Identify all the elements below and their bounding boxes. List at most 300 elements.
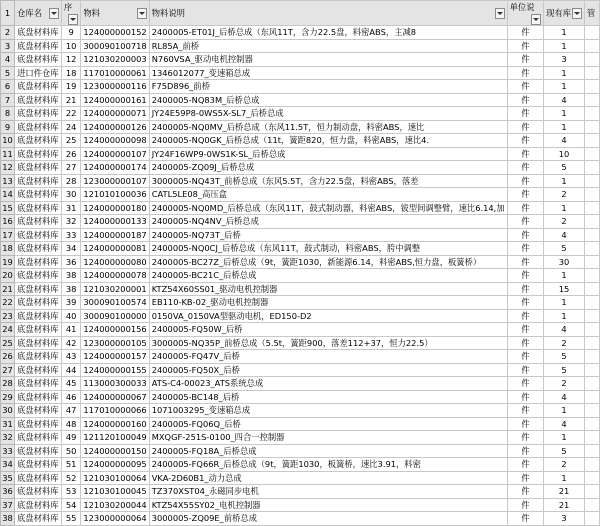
cell-code[interactable]: 124000000133 <box>81 215 149 229</box>
cell-code[interactable]: 121030100064 <box>81 471 149 485</box>
cell-desc[interactable]: 2400005-FQ50X_后桥 <box>149 363 507 377</box>
row-number: 33 <box>2 445 13 456</box>
row-number: 32 <box>2 432 13 443</box>
table-row <box>1 350 600 364</box>
table-row <box>1 323 600 337</box>
cell-warehouse[interactable]: 底盘材料库 <box>15 269 62 283</box>
cell-code[interactable]: 300090100718 <box>81 39 149 53</box>
cell-warehouse[interactable]: 底盘材料库 <box>15 228 62 242</box>
cell-qty[interactable]: 4 <box>544 93 585 107</box>
table-row <box>1 120 600 134</box>
cell-unit[interactable]: 件 <box>507 309 544 323</box>
cell-qty[interactable]: 30 <box>544 255 585 269</box>
cell-seq[interactable]: 48 <box>61 417 81 431</box>
cell-seq[interactable]: 26 <box>61 147 81 161</box>
cell-desc[interactable]: 2400005-ET01J_后桥总成（东风11T，含力22.5盘，料密ABS，主减8 <box>149 26 507 40</box>
cell-unit[interactable]: 件 <box>507 80 544 94</box>
cell-seq[interactable]: 19 <box>61 80 81 94</box>
cell-warehouse[interactable]: 进口件仓库 <box>15 66 62 80</box>
cell-desc[interactable]: 2400005-NQ73T_后桥 <box>149 228 507 242</box>
cell-warehouse[interactable]: 底盘材料库 <box>15 161 62 175</box>
cell-qty[interactable]: 5 <box>544 363 585 377</box>
table-row <box>1 336 600 350</box>
cell-warehouse[interactable]: 底盘材料库 <box>15 107 62 121</box>
row-number: 18 <box>2 243 13 254</box>
cell-desc[interactable]: VKA-2D60B1_动力总成 <box>149 471 507 485</box>
cell-unit[interactable]: 件 <box>507 255 544 269</box>
cell-seq[interactable]: 28 <box>61 174 81 188</box>
cell-unit[interactable]: 件 <box>507 485 544 499</box>
cell-desc[interactable]: EB110-KB-02_驱动电机控制器 <box>149 296 507 310</box>
cell-code[interactable]: 121030200003 <box>81 53 149 67</box>
cell-unit[interactable]: 件 <box>507 350 544 364</box>
table-body <box>1 26 600 526</box>
cell-seq[interactable]: 41 <box>61 323 81 337</box>
cell-seq[interactable]: 49 <box>61 431 81 445</box>
cell-desc[interactable]: 2400005-FQ06Q_后桥 <box>149 417 507 431</box>
cell-desc[interactable]: F75D896_前桥 <box>149 80 507 94</box>
cell-qty[interactable]: 21 <box>544 498 585 512</box>
cell-warehouse[interactable]: 底盘材料库 <box>15 80 62 94</box>
cell-desc[interactable]: 2400005-NQ0CJ_后桥总成（东风11T，鼓式制动，料密ABS，胯中调整 <box>149 242 507 256</box>
cell-unit[interactable]: 件 <box>507 363 544 377</box>
table-row <box>1 296 600 310</box>
cell-unit[interactable]: 件 <box>507 53 544 67</box>
row-number: 16 <box>2 216 13 227</box>
cell-code[interactable]: 124000000187 <box>81 228 149 242</box>
cell-warehouse[interactable]: 底盘材料库 <box>15 134 62 148</box>
cell-extra[interactable] <box>584 26 599 40</box>
cell-unit[interactable]: 件 <box>507 444 544 458</box>
cell-qty[interactable]: 5 <box>544 242 585 256</box>
cell-desc[interactable]: 2400005-FQ66R_后桥总成（9t，簧距1030，板簧桥，速比3.91，料密 <box>149 458 507 472</box>
cell-desc[interactable]: 1346012077_变速箱总成 <box>149 66 507 80</box>
cell-code[interactable]: 123000000116 <box>81 80 149 94</box>
cell-warehouse[interactable]: 底盘材料库 <box>15 215 62 229</box>
cell-unit[interactable]: 件 <box>507 269 544 283</box>
cell-qty[interactable]: 2 <box>544 336 585 350</box>
cell-unit[interactable]: 件 <box>507 66 544 80</box>
cell-unit[interactable]: 件 <box>507 147 544 161</box>
cell-extra[interactable] <box>584 39 599 53</box>
cell-seq[interactable]: 9 <box>61 26 81 40</box>
cell-warehouse[interactable]: 底盘材料库 <box>15 188 62 202</box>
cell-extra[interactable] <box>584 228 599 242</box>
cell-qty[interactable]: 1 <box>544 404 585 418</box>
cell-extra[interactable] <box>584 512 599 526</box>
cell-qty[interactable]: 15 <box>544 282 585 296</box>
filter-dropdown-icon[interactable] <box>531 14 541 25</box>
cell-warehouse[interactable]: 底盘材料库 <box>15 201 62 215</box>
cell-unit[interactable]: 件 <box>507 215 544 229</box>
cell-warehouse[interactable]: 底盘材料库 <box>15 363 62 377</box>
cell-seq[interactable]: 18 <box>61 66 81 80</box>
cell-warehouse[interactable]: 底盘材料库 <box>15 120 62 134</box>
cell-unit[interactable]: 件 <box>507 377 544 391</box>
col-extra-header[interactable]: 管 <box>584 1 599 26</box>
cell-desc[interactable]: TZ370XST04_永磁同步电机 <box>149 485 507 499</box>
row-number: 31 <box>2 418 13 429</box>
cell-seq[interactable]: 21 <box>61 93 81 107</box>
cell-code[interactable]: 121030100045 <box>81 485 149 499</box>
cell-code[interactable]: 121010100036 <box>81 188 149 202</box>
cell-desc[interactable]: 0150VA_0150VA型驱动电机，ED150-D2 <box>149 309 507 323</box>
table-row <box>1 255 600 269</box>
cell-warehouse[interactable]: 底盘材料库 <box>15 242 62 256</box>
cell-desc[interactable]: 2400005-NQ0MD_后桥总成（东风11T，鼓式制动器，料密ABS，钹型间调整臂，速比6.14,加 <box>149 201 507 215</box>
cell-qty[interactable]: 1 <box>544 120 585 134</box>
cell-warehouse[interactable]: 底盘材料库 <box>15 498 62 512</box>
cell-extra[interactable] <box>584 404 599 418</box>
cell-unit[interactable]: 件 <box>507 228 544 242</box>
cell-seq[interactable]: 33 <box>61 228 81 242</box>
row-number: 34 <box>2 459 13 470</box>
cell-code[interactable]: 124000000071 <box>81 107 149 121</box>
table-row <box>1 363 600 377</box>
cell-unit[interactable]: 件 <box>507 188 544 202</box>
cell-seq[interactable]: 43 <box>61 350 81 364</box>
filter-dropdown-icon[interactable] <box>68 14 78 25</box>
cell-desc[interactable]: 2400005-FQ47V_后桥 <box>149 350 507 364</box>
cell-desc[interactable]: JY24E59P8-0WS5X-SL7_后桥总成 <box>149 107 507 121</box>
cell-seq[interactable]: 54 <box>61 498 81 512</box>
cell-unit[interactable]: 件 <box>507 431 544 445</box>
col-qty-header[interactable]: 现有库 <box>544 1 585 26</box>
cell-warehouse[interactable]: 底盘材料库 <box>15 417 62 431</box>
cell-warehouse[interactable]: 底盘材料库 <box>15 377 62 391</box>
cell-unit[interactable]: 件 <box>507 93 544 107</box>
col-warehouse-header[interactable]: 仓库名 <box>15 1 62 26</box>
cell-extra[interactable] <box>584 120 599 134</box>
cell-unit[interactable]: 件 <box>507 161 544 175</box>
cell-desc[interactable]: 2400005-FQ50W_后桥 <box>149 323 507 337</box>
cell-seq[interactable]: 38 <box>61 282 81 296</box>
cell-code[interactable]: 124000000078 <box>81 269 149 283</box>
cell-qty[interactable]: 4 <box>544 228 585 242</box>
cell-extra[interactable] <box>584 458 599 472</box>
cell-qty[interactable]: 21 <box>544 485 585 499</box>
cell-unit[interactable]: 件 <box>507 336 544 350</box>
row-number-header: 1 <box>1 1 15 26</box>
cell-warehouse[interactable]: 底盘材料库 <box>15 471 62 485</box>
cell-warehouse[interactable]: 底盘材料库 <box>15 485 62 499</box>
cell-extra[interactable] <box>584 390 599 404</box>
col-unit-header[interactable]: 单位说 <box>507 1 544 26</box>
cell-qty[interactable]: 3 <box>544 53 585 67</box>
cell-extra[interactable] <box>584 161 599 175</box>
cell-qty[interactable]: 1 <box>544 269 585 283</box>
cell-qty[interactable]: 2 <box>544 188 585 202</box>
cell-extra[interactable] <box>584 53 599 67</box>
cell-extra[interactable] <box>584 336 599 350</box>
cell-warehouse[interactable]: 底盘材料库 <box>15 174 62 188</box>
cell-extra[interactable] <box>584 188 599 202</box>
cell-warehouse[interactable]: 底盘材料库 <box>15 336 62 350</box>
cell-seq[interactable]: 34 <box>61 242 81 256</box>
cell-seq[interactable]: 40 <box>61 309 81 323</box>
cell-qty[interactable]: 1 <box>544 309 585 323</box>
cell-code[interactable]: 124000000095 <box>81 458 149 472</box>
cell-code[interactable]: 124000000161 <box>81 93 149 107</box>
cell-code[interactable]: 113000300033 <box>81 377 149 391</box>
cell-qty[interactable]: 2 <box>544 377 585 391</box>
cell-extra[interactable] <box>584 80 599 94</box>
cell-code[interactable]: 123000000064 <box>81 512 149 526</box>
cell-qty[interactable]: 1 <box>544 201 585 215</box>
cell-extra[interactable] <box>584 444 599 458</box>
cell-warehouse[interactable]: 底盘材料库 <box>15 282 62 296</box>
col-desc-header[interactable]: 物料说明 <box>149 1 507 26</box>
cell-seq[interactable]: 50 <box>61 444 81 458</box>
cell-desc[interactable]: CATL5LE08_高压盒 <box>149 188 507 202</box>
cell-qty[interactable]: 1 <box>544 66 585 80</box>
cell-extra[interactable] <box>584 498 599 512</box>
cell-seq[interactable]: 53 <box>61 485 81 499</box>
cell-seq[interactable]: 31 <box>61 201 81 215</box>
cell-qty[interactable]: 2 <box>544 215 585 229</box>
cell-desc[interactable]: 2400005-BC148_后桥 <box>149 390 507 404</box>
cell-warehouse[interactable]: 底盘材料库 <box>15 147 62 161</box>
cell-extra[interactable] <box>584 93 599 107</box>
cell-qty[interactable]: 1 <box>544 431 585 445</box>
cell-desc[interactable]: 3000005-NQ43T_前桥总成（东风5.5T，含力22.5盘，料密ABS，落差 <box>149 174 507 188</box>
cell-warehouse[interactable]: 底盘材料库 <box>15 309 62 323</box>
cell-warehouse[interactable]: 底盘材料库 <box>15 53 62 67</box>
table-row <box>1 80 600 94</box>
cell-extra[interactable] <box>584 134 599 148</box>
cell-extra[interactable] <box>584 350 599 364</box>
cell-code[interactable]: 121030200044 <box>81 498 149 512</box>
cell-unit[interactable]: 件 <box>507 323 544 337</box>
row-number: 22 <box>2 297 13 308</box>
cell-code[interactable]: 124000000126 <box>81 120 149 134</box>
cell-seq[interactable]: 12 <box>61 53 81 67</box>
cell-warehouse[interactable]: 底盘材料库 <box>15 255 62 269</box>
cell-code[interactable]: 124000000180 <box>81 201 149 215</box>
row-number: 19 <box>2 256 13 267</box>
cell-extra[interactable] <box>584 255 599 269</box>
cell-extra[interactable] <box>584 377 599 391</box>
cell-extra[interactable] <box>584 201 599 215</box>
cell-seq[interactable]: 55 <box>61 512 81 526</box>
cell-qty[interactable]: 1 <box>544 26 585 40</box>
cell-code[interactable]: 121030200001 <box>81 282 149 296</box>
cell-code[interactable]: 124000000155 <box>81 363 149 377</box>
cell-extra[interactable] <box>584 282 599 296</box>
cell-extra[interactable] <box>584 147 599 161</box>
cell-warehouse[interactable]: 底盘材料库 <box>15 444 62 458</box>
cell-unit[interactable]: 件 <box>507 390 544 404</box>
cell-seq[interactable]: 30 <box>61 188 81 202</box>
cell-extra[interactable] <box>584 309 599 323</box>
cell-desc[interactable]: JY24F16WP9-0WS1K-SL_后桥总成 <box>149 147 507 161</box>
cell-qty[interactable]: 5 <box>544 444 585 458</box>
cell-extra[interactable] <box>584 242 599 256</box>
row-number: 23 <box>2 310 13 321</box>
cell-unit[interactable]: 件 <box>507 201 544 215</box>
cell-unit[interactable]: 件 <box>507 134 544 148</box>
cell-extra[interactable] <box>584 269 599 283</box>
cell-desc[interactable]: RL85A_前桥 <box>149 39 507 53</box>
cell-seq[interactable]: 46 <box>61 390 81 404</box>
cell-extra[interactable] <box>584 471 599 485</box>
cell-seq[interactable]: 52 <box>61 471 81 485</box>
cell-code[interactable]: 300090100000 <box>81 309 149 323</box>
cell-desc[interactable]: 3000005-NQ35P_前桥总成（5.5t，簧距900，落差112+37，恒力22.5） <box>149 336 507 350</box>
cell-qty[interactable]: 1 <box>544 471 585 485</box>
cell-seq[interactable]: 45 <box>61 377 81 391</box>
cell-qty[interactable]: 1 <box>544 296 585 310</box>
cell-warehouse[interactable]: 底盘材料库 <box>15 404 62 418</box>
cell-warehouse[interactable]: 底盘材料库 <box>15 323 62 337</box>
cell-warehouse[interactable]: 底盘材料库 <box>15 512 62 526</box>
cell-seq[interactable]: 24 <box>61 120 81 134</box>
cell-seq[interactable]: 25 <box>61 134 81 148</box>
cell-desc[interactable]: 2400005-NQ4NV_后桥总成 <box>149 215 507 229</box>
cell-unit[interactable]: 件 <box>507 107 544 121</box>
filter-dropdown-icon[interactable] <box>137 8 147 19</box>
cell-desc[interactable]: 2400005-NQ0MV_后桥总成（东风11.5T，恒力制动盘，料密ABS，速比 <box>149 120 507 134</box>
cell-seq[interactable]: 51 <box>61 458 81 472</box>
cell-desc[interactable]: MXQGF-251S-0100_四合一控制器 <box>149 431 507 445</box>
cell-desc[interactable]: 2400005-NQ0GK_后桥总成（11t，簧距820，恒力盘，料密ABS，速比4. <box>149 134 507 148</box>
cell-warehouse[interactable]: 底盘材料库 <box>15 39 62 53</box>
cell-seq[interactable]: 42 <box>61 336 81 350</box>
cell-qty[interactable]: 4 <box>544 134 585 148</box>
cell-desc[interactable]: 2400005-FQ18A_后桥总成 <box>149 444 507 458</box>
cell-unit[interactable]: 件 <box>507 174 544 188</box>
cell-qty[interactable]: 1 <box>544 107 585 121</box>
cell-unit[interactable]: 件 <box>507 458 544 472</box>
row-number: 37 <box>2 499 13 510</box>
row-number: 24 <box>2 324 13 335</box>
cell-code[interactable]: 124000000080 <box>81 255 149 269</box>
cell-code[interactable]: 300090100574 <box>81 296 149 310</box>
cell-code[interactable]: 124000000098 <box>81 134 149 148</box>
table-row <box>1 471 600 485</box>
cell-seq[interactable]: 10 <box>61 39 81 53</box>
cell-code[interactable]: 124000000150 <box>81 444 149 458</box>
cell-desc[interactable]: N760VSA_驱动电机控制器 <box>149 53 507 67</box>
cell-unit[interactable]: 件 <box>507 512 544 526</box>
cell-unit[interactable]: 件 <box>507 120 544 134</box>
cell-desc[interactable]: KTZ54X60SS01_驱动电机控制器 <box>149 282 507 296</box>
cell-unit[interactable]: 件 <box>507 282 544 296</box>
cell-unit[interactable]: 件 <box>507 242 544 256</box>
cell-code[interactable]: 124000000152 <box>81 26 149 40</box>
cell-qty[interactable]: 5 <box>544 161 585 175</box>
col-code-header[interactable]: 物料 <box>81 1 149 26</box>
col-seq-header[interactable]: 序 <box>61 1 81 26</box>
cell-seq[interactable]: 38 <box>61 269 81 283</box>
cell-desc[interactable]: KTZ54X55SY02_电机控制器 <box>149 498 507 512</box>
cell-extra[interactable] <box>584 363 599 377</box>
cell-seq[interactable]: 22 <box>61 107 81 121</box>
cell-seq[interactable]: 32 <box>61 215 81 229</box>
cell-qty[interactable]: 10 <box>544 147 585 161</box>
cell-warehouse[interactable]: 底盘材料库 <box>15 26 62 40</box>
cell-qty[interactable]: 1 <box>544 80 585 94</box>
table-row <box>1 444 600 458</box>
cell-code[interactable]: 124000000156 <box>81 323 149 337</box>
cell-qty[interactable]: 2 <box>544 458 585 472</box>
cell-warehouse[interactable]: 底盘材料库 <box>15 458 62 472</box>
cell-unit[interactable]: 件 <box>507 417 544 431</box>
cell-warehouse[interactable]: 底盘材料库 <box>15 296 62 310</box>
filter-dropdown-icon[interactable] <box>49 8 59 19</box>
table-row <box>1 377 600 391</box>
cell-desc[interactable]: 2400005-BC27Z_后桥总成（9t，簧距1030，新能源6.14，料密ABS,恒力盘，板簧桥） <box>149 255 507 269</box>
cell-seq[interactable]: 36 <box>61 255 81 269</box>
row-number: 12 <box>2 162 13 173</box>
cell-extra[interactable] <box>584 417 599 431</box>
cell-qty[interactable]: 1 <box>544 39 585 53</box>
cell-desc[interactable]: 2400005-ZQ09J_后桥总成 <box>149 161 507 175</box>
cell-code[interactable]: 124000000081 <box>81 242 149 256</box>
cell-code[interactable]: 121120100049 <box>81 431 149 445</box>
cell-unit[interactable]: 件 <box>507 471 544 485</box>
row-number: 27 <box>2 364 13 375</box>
cell-extra[interactable] <box>584 215 599 229</box>
cell-unit[interactable]: 件 <box>507 296 544 310</box>
cell-desc[interactable]: 2400005-BC21C_后桥总成 <box>149 269 507 283</box>
cell-warehouse[interactable]: 底盘材料库 <box>15 93 62 107</box>
cell-code[interactable]: 124000000174 <box>81 161 149 175</box>
cell-qty[interactable]: 4 <box>544 417 585 431</box>
cell-qty[interactable]: 4 <box>544 390 585 404</box>
cell-unit[interactable]: 件 <box>507 404 544 418</box>
cell-extra[interactable] <box>584 107 599 121</box>
row-number: 3 <box>1 39 15 53</box>
cell-extra[interactable] <box>584 485 599 499</box>
cell-warehouse[interactable]: 底盘材料库 <box>15 431 62 445</box>
cell-seq[interactable]: 27 <box>61 161 81 175</box>
cell-warehouse[interactable]: 底盘材料库 <box>15 390 62 404</box>
cell-extra[interactable] <box>584 323 599 337</box>
cell-desc[interactable]: 2400005-NQ83M_后桥总成 <box>149 93 507 107</box>
cell-unit[interactable]: 件 <box>507 498 544 512</box>
cell-seq[interactable]: 44 <box>61 363 81 377</box>
cell-seq[interactable]: 39 <box>61 296 81 310</box>
cell-code[interactable]: 124000000157 <box>81 350 149 364</box>
cell-extra[interactable] <box>584 66 599 80</box>
cell-extra[interactable] <box>584 296 599 310</box>
cell-qty[interactable]: 5 <box>544 350 585 364</box>
filter-dropdown-icon[interactable] <box>572 8 582 19</box>
cell-code[interactable]: 117010000066 <box>81 404 149 418</box>
cell-desc[interactable]: 3000005-ZQ09E_前桥总成 <box>149 512 507 526</box>
cell-unit[interactable]: 件 <box>507 26 544 40</box>
cell-code[interactable]: 124000000067 <box>81 390 149 404</box>
cell-code[interactable]: 124000000107 <box>81 147 149 161</box>
cell-seq[interactable]: 47 <box>61 404 81 418</box>
cell-extra[interactable] <box>584 431 599 445</box>
cell-code[interactable]: 117010000061 <box>81 66 149 80</box>
cell-unit[interactable]: 件 <box>507 39 544 53</box>
cell-desc[interactable]: ATS-C4-00023_ATS系统总成 <box>149 377 507 391</box>
cell-qty[interactable]: 3 <box>544 512 585 526</box>
cell-extra[interactable] <box>584 174 599 188</box>
cell-code[interactable]: 124000000160 <box>81 417 149 431</box>
cell-qty[interactable]: 1 <box>544 174 585 188</box>
cell-code[interactable]: 123000000107 <box>81 174 149 188</box>
cell-warehouse[interactable]: 底盘材料库 <box>15 350 62 364</box>
cell-qty[interactable]: 4 <box>544 323 585 337</box>
filter-dropdown-icon[interactable] <box>495 8 505 19</box>
cell-code[interactable]: 123000000105 <box>81 336 149 350</box>
row-number: 9 <box>1 120 15 134</box>
cell-desc[interactable]: 1071003295_变速箱总成 <box>149 404 507 418</box>
